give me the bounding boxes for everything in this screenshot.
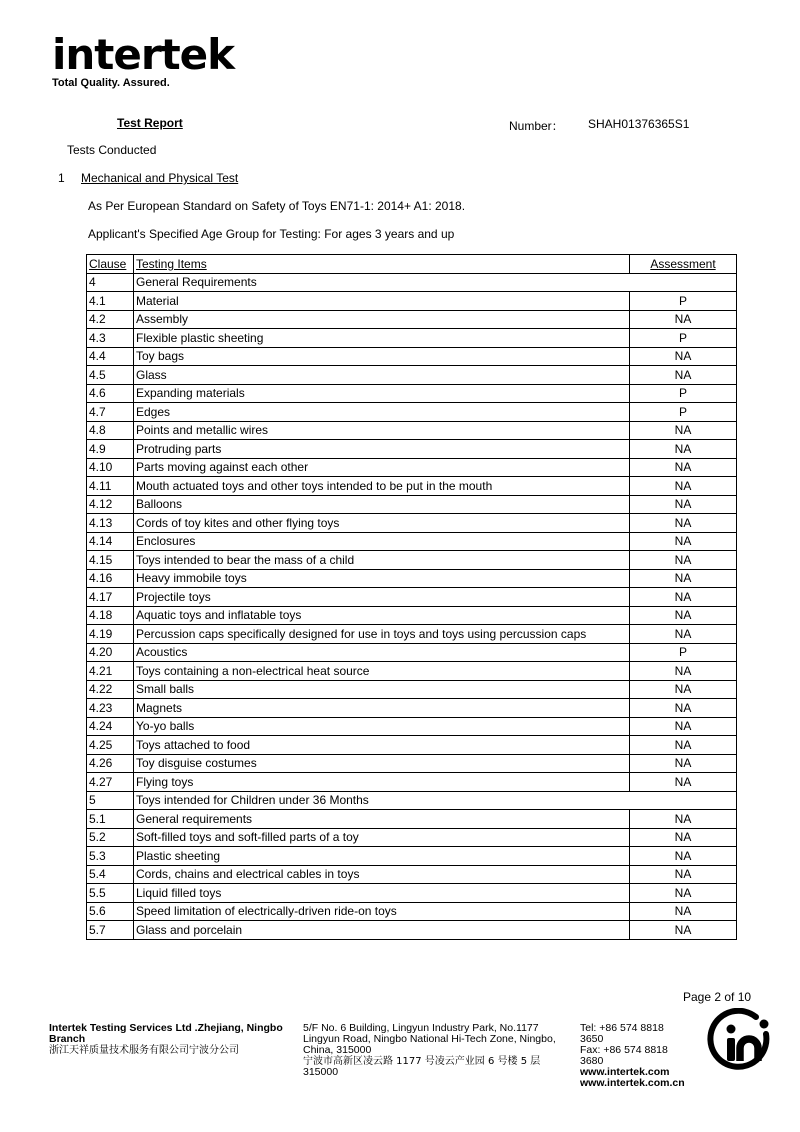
table-row [87,495,737,514]
report-title: Test Report [117,116,183,130]
table-row [87,440,737,459]
footer-company [49,1023,299,1056]
footer-website-cn-link[interactable]: www.intertek.com.cn [580,1077,685,1089]
table-row [87,329,737,348]
testing-item-cell: Flexible plastic sheeting [134,329,630,348]
table-row [87,532,737,551]
clause-cell: 4.7 [87,403,134,422]
assessment-cell: NA [630,347,737,366]
table-row [87,421,737,440]
assessment-cell: NA [630,532,737,551]
footer-address-cn: 宁波市高新区凌云路 1177 号凌云产业园 6 号楼 5 层 [303,1056,541,1067]
report-number-label: Number： [509,119,564,133]
assessment-cell: NA [630,680,737,699]
testing-item-cell: Speed limitation of electrically-driven ride-on toys [134,902,630,921]
table-row [87,921,737,940]
intertek-in-logo-icon [706,1008,776,1078]
table-row [87,606,737,625]
clause-cell: 4.13 [87,514,134,533]
table-row [87,884,737,903]
clause-cell: 5 [87,791,134,810]
assessment-cell: NA [630,514,737,533]
clause-cell: 5.3 [87,847,134,866]
testing-item-cell: Liquid filled toys [134,884,630,903]
clause-cell: 4.21 [87,662,134,681]
testing-items-table [86,254,737,940]
assessment-cell: NA [630,588,737,607]
footer-address-line: Lingyun Road, Ningbo National Hi-Tech Zone, Ningbo, [303,1033,556,1045]
assessment-cell: NA [630,736,737,755]
table-group-row [87,273,737,292]
clause-cell: 4 [87,273,134,292]
clause-cell: 4.23 [87,699,134,718]
testing-item-cell: Percussion caps specifically designed for use in toys and toys using percussion caps [134,625,630,644]
header-testing-items: Testing Items [134,255,630,274]
table-row [87,310,737,329]
clause-cell: 4.5 [87,366,134,385]
assessment-cell: NA [630,310,737,329]
table-row [87,366,737,385]
testing-item-cell: Cords of toy kites and other flying toys [134,514,630,533]
table-row [87,292,737,311]
testing-item-cell: Aquatic toys and inflatable toys [134,606,630,625]
footer-contact [580,1023,700,1089]
table-row [87,403,737,422]
table-row [87,736,737,755]
clause-cell: 4.4 [87,347,134,366]
footer-fax: Fax: +86 574 8818 [580,1044,668,1056]
testing-item-cell: Small balls [134,680,630,699]
assessment-cell: NA [630,884,737,903]
testing-item-cell: General requirements [134,810,630,829]
assessment-cell: NA [630,662,737,681]
logo-wordmark: intertek [52,30,235,79]
clause-cell: 4.12 [87,495,134,514]
table-row [87,477,737,496]
testing-item-cell: Expanding materials [134,384,630,403]
table-row [87,865,737,884]
clause-cell: 4.6 [87,384,134,403]
footer-company-name: Intertek Testing Services Ltd .Zhejiang, Ningbo [49,1022,283,1034]
table-row [87,902,737,921]
standard-line: As Per European Standard on Safety of Toys EN71-1: 2014+ A1: 2018. [88,199,466,213]
testing-item-cell: General Requirements [134,273,737,292]
testing-item-cell: Enclosures [134,532,630,551]
testing-item-cell: Flying toys [134,773,630,792]
logo-tagline: Total Quality. Assured. [52,77,170,89]
assessment-cell: NA [630,606,737,625]
clause-cell: 4.22 [87,680,134,699]
clause-cell: 4.17 [87,588,134,607]
testing-item-cell: Soft-filled toys and soft-filled parts of a toy [134,828,630,847]
testing-item-cell: Material [134,292,630,311]
assessment-cell: P [630,384,737,403]
clause-cell: 4.3 [87,329,134,348]
assessment-cell: NA [630,699,737,718]
table-row [87,643,737,662]
testing-item-cell: Cords, chains and electrical cables in toys [134,865,630,884]
clause-cell: 4.18 [87,606,134,625]
clause-cell: 4.20 [87,643,134,662]
testing-item-cell: Yo-yo balls [134,717,630,736]
table-row [87,551,737,570]
table-row [87,625,737,644]
table-row [87,847,737,866]
testing-item-cell: Toy bags [134,347,630,366]
assessment-cell: NA [630,828,737,847]
clause-cell: 4.25 [87,736,134,755]
clause-cell: 5.4 [87,865,134,884]
section-heading: Tests Conducted [67,143,157,157]
table-row [87,588,737,607]
clause-cell: 4.15 [87,551,134,570]
assessment-cell: NA [630,921,737,940]
table-header-row [87,255,737,274]
testing-item-cell: Toys intended for Children under 36 Months [134,791,737,810]
assessment-cell: NA [630,495,737,514]
footer-website-link[interactable]: www.intertek.com [580,1066,670,1078]
footer-address [303,1023,573,1078]
assessment-cell: NA [630,551,737,570]
page-number: Page 2 of 10 [683,990,752,1004]
footer-address-postcode: 315000 [303,1066,339,1078]
clause-cell: 4.1 [87,292,134,311]
section-number: 1 [58,171,65,185]
clause-cell: 5.7 [87,921,134,940]
assessment-cell: NA [630,625,737,644]
table-row [87,680,737,699]
clause-cell: 4.26 [87,754,134,773]
assessment-cell: NA [630,773,737,792]
age-group-line: Applicant's Specified Age Group for Testing: For ages 3 years and up [88,227,455,241]
clause-cell: 4.11 [87,477,134,496]
table-row [87,810,737,829]
clause-cell: 5.1 [87,810,134,829]
assessment-cell: NA [630,810,737,829]
table-row [87,699,737,718]
assessment-cell: P [630,329,737,348]
testing-item-cell: Heavy immobile toys [134,569,630,588]
testing-item-cell: Toys intended to bear the mass of a child [134,551,630,570]
assessment-cell: NA [630,847,737,866]
testing-item-cell: Acoustics [134,643,630,662]
clause-cell: 4.9 [87,440,134,459]
assessment-cell: P [630,643,737,662]
table-row [87,514,737,533]
table-row [87,347,737,366]
assessment-cell: P [630,403,737,422]
assessment-cell: NA [630,717,737,736]
clause-cell: 4.2 [87,310,134,329]
table-group-row [87,791,737,810]
assessment-cell: NA [630,569,737,588]
assessment-cell: P [630,292,737,311]
testing-item-cell: Mouth actuated toys and other toys intended to be put in the mouth [134,477,630,496]
section-title: Mechanical and Physical Test [81,171,239,185]
testing-item-cell: Projectile toys [134,588,630,607]
table-row [87,569,737,588]
header-assessment: Assessment [630,255,737,274]
table-row [87,384,737,403]
testing-item-cell: Parts moving against each other [134,458,630,477]
testing-item-cell: Plastic sheeting [134,847,630,866]
footer-fax-cont: 3680 [580,1055,604,1067]
clause-cell: 4.8 [87,421,134,440]
report-number-value: SHAH01376365S1 [588,117,690,131]
testing-item-cell: Glass [134,366,630,385]
testing-item-cell: Points and metallic wires [134,421,630,440]
assessment-cell: NA [630,477,737,496]
clause-cell: 4.27 [87,773,134,792]
footer-tel-cont: 3650 [580,1033,604,1045]
table-row [87,717,737,736]
testing-item-cell: Toys attached to food [134,736,630,755]
table-row [87,773,737,792]
footer-address-line: 5/F No. 6 Building, Lingyun Industry Park, No.1177 [303,1022,539,1034]
table-row [87,828,737,847]
clause-cell: 4.14 [87,532,134,551]
intertek-logo [52,30,235,89]
footer-tel: Tel: +86 574 8818 [580,1022,664,1034]
testing-item-cell: Toy disguise costumes [134,754,630,773]
table-row [87,662,737,681]
footer-address-line: China, 315000 [303,1044,372,1056]
table-row [87,754,737,773]
table-body [87,273,737,939]
header-clause: Clause [87,255,134,274]
testing-item-cell: Protruding parts [134,440,630,459]
testing-item-cell: Glass and porcelain [134,921,630,940]
testing-item-cell: Magnets [134,699,630,718]
footer-company-name-cn: 浙江天祥质量技术服务有限公司宁波分公司 [49,1045,239,1056]
assessment-cell: NA [630,440,737,459]
testing-item-cell: Balloons [134,495,630,514]
testing-item-cell: Edges [134,403,630,422]
clause-cell: 4.16 [87,569,134,588]
footer-company-branch: Branch [49,1033,86,1045]
clause-cell: 4.24 [87,717,134,736]
table-row [87,458,737,477]
assessment-cell: NA [630,458,737,477]
clause-cell: 4.19 [87,625,134,644]
assessment-cell: NA [630,421,737,440]
clause-cell: 4.10 [87,458,134,477]
assessment-cell: NA [630,865,737,884]
clause-cell: 5.5 [87,884,134,903]
clause-cell: 5.2 [87,828,134,847]
testing-item-cell: Toys containing a non-electrical heat source [134,662,630,681]
clause-cell: 5.6 [87,902,134,921]
testing-item-cell: Assembly [134,310,630,329]
assessment-cell: NA [630,366,737,385]
assessment-cell: NA [630,902,737,921]
assessment-cell: NA [630,754,737,773]
